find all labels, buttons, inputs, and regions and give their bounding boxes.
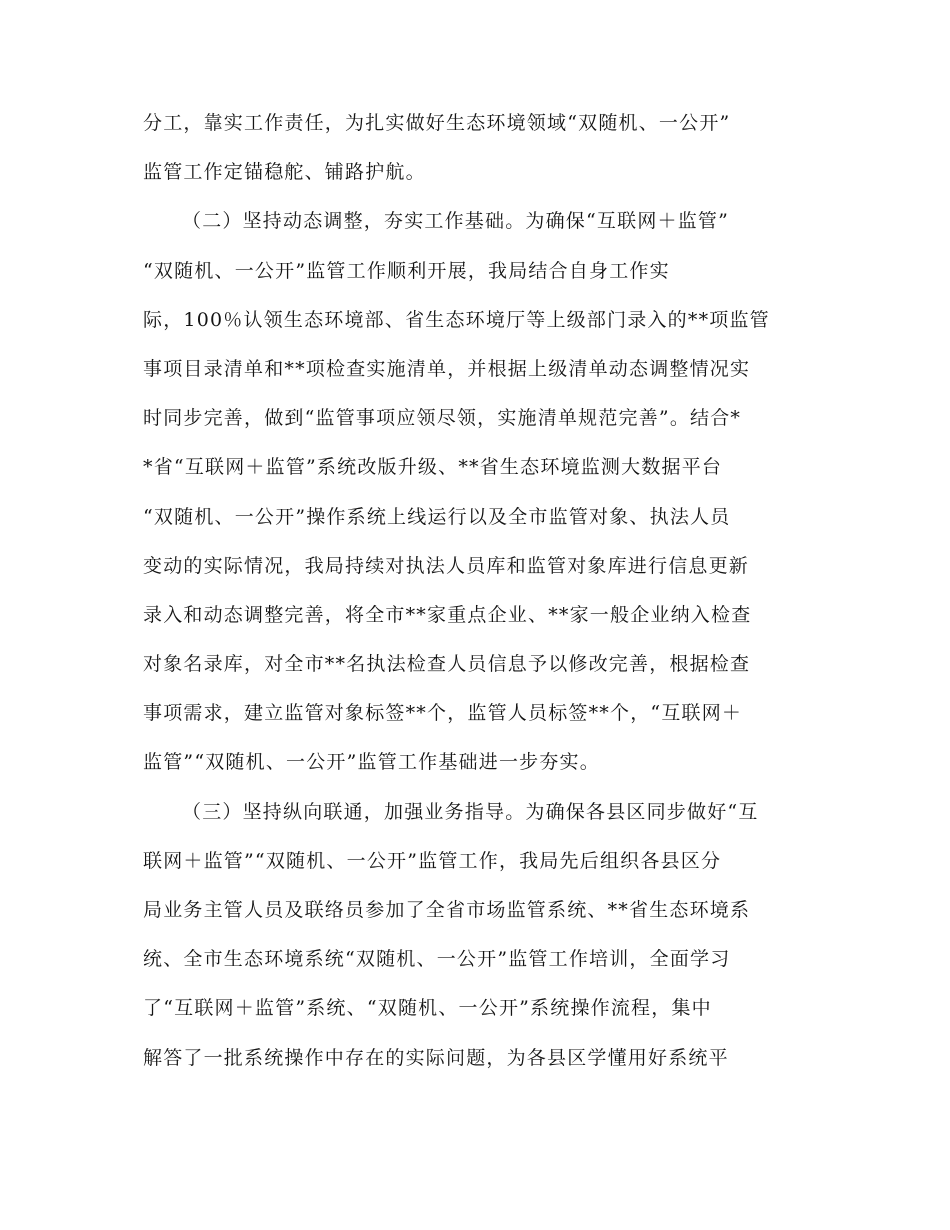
text-line: “双随机、一公开”操作系统上线运行以及全市监管对象、执法人员 <box>143 505 731 528</box>
text-line: 统、全市生态环境系统“双随机、一公开”监管工作培训，全面学习 <box>143 948 731 971</box>
text-line: 监管工作定锚稳舵、铺路护航。 <box>143 161 426 184</box>
body-text <box>143 99 811 1083</box>
text-line: 联网＋监管”“双随机、一公开”监管工作，我局先后组织各县区分 <box>143 849 722 872</box>
text-line: 录入和动态调整完善，将全市**家重点企业、**家一般企业纳入检查 <box>143 603 752 626</box>
text-line: 变动的实际情况，我局持续对执法人员库和监管对象库进行信息更新 <box>143 554 750 577</box>
text-line: 局业务主管人员及联络员参加了全省市场监管系统、**省生态环境系 <box>143 899 751 921</box>
text-line: “双随机、一公开”监管工作顺利开展，我局结合自身工作实 <box>143 259 670 282</box>
text-line: *省“互联网＋监管”系统改版升级、**省生态环境监测大数据平台 <box>143 456 723 479</box>
text-line: 际，100％认领生态环境部、省生态环境厅等上级部门录入的**项监管 <box>143 308 770 331</box>
text-line: 监管”“双随机、一公开”监管工作基础进一步夯实。 <box>143 751 600 774</box>
text-line: 解答了一批系统操作中存在的实际问题，为各县区学懂用好系统平 <box>143 1046 729 1069</box>
text-line: 了“互联网＋监管”系统、“双随机、一公开”系统操作流程，集中 <box>143 997 712 1020</box>
text-line: 对象名录库，对全市**名执法检查人员信息予以修改完善，根据检查 <box>143 653 751 676</box>
text-line: 事项目录清单和**项检查实施清单，并根据上级清单动态调整情况实 <box>143 357 751 380</box>
text-line: 时同步完善，做到“监管事项应领尽领，实施清单规范完善”。结合* <box>143 407 742 430</box>
text-line: （二）坚持动态调整，夯实工作基础。为确保“互联网＋监管” <box>182 210 730 233</box>
text-line: （三）坚持纵向联通，加强业务指导。为确保各县区同步做好“互 <box>182 800 759 823</box>
text-line: 事项需求，建立监管对象标签**个，监管人员标签**个，“互联网＋ <box>143 702 743 725</box>
text-line: 分工，靠实工作责任，为扎实做好生态环境领域“双随机、一公开” <box>143 112 731 134</box>
